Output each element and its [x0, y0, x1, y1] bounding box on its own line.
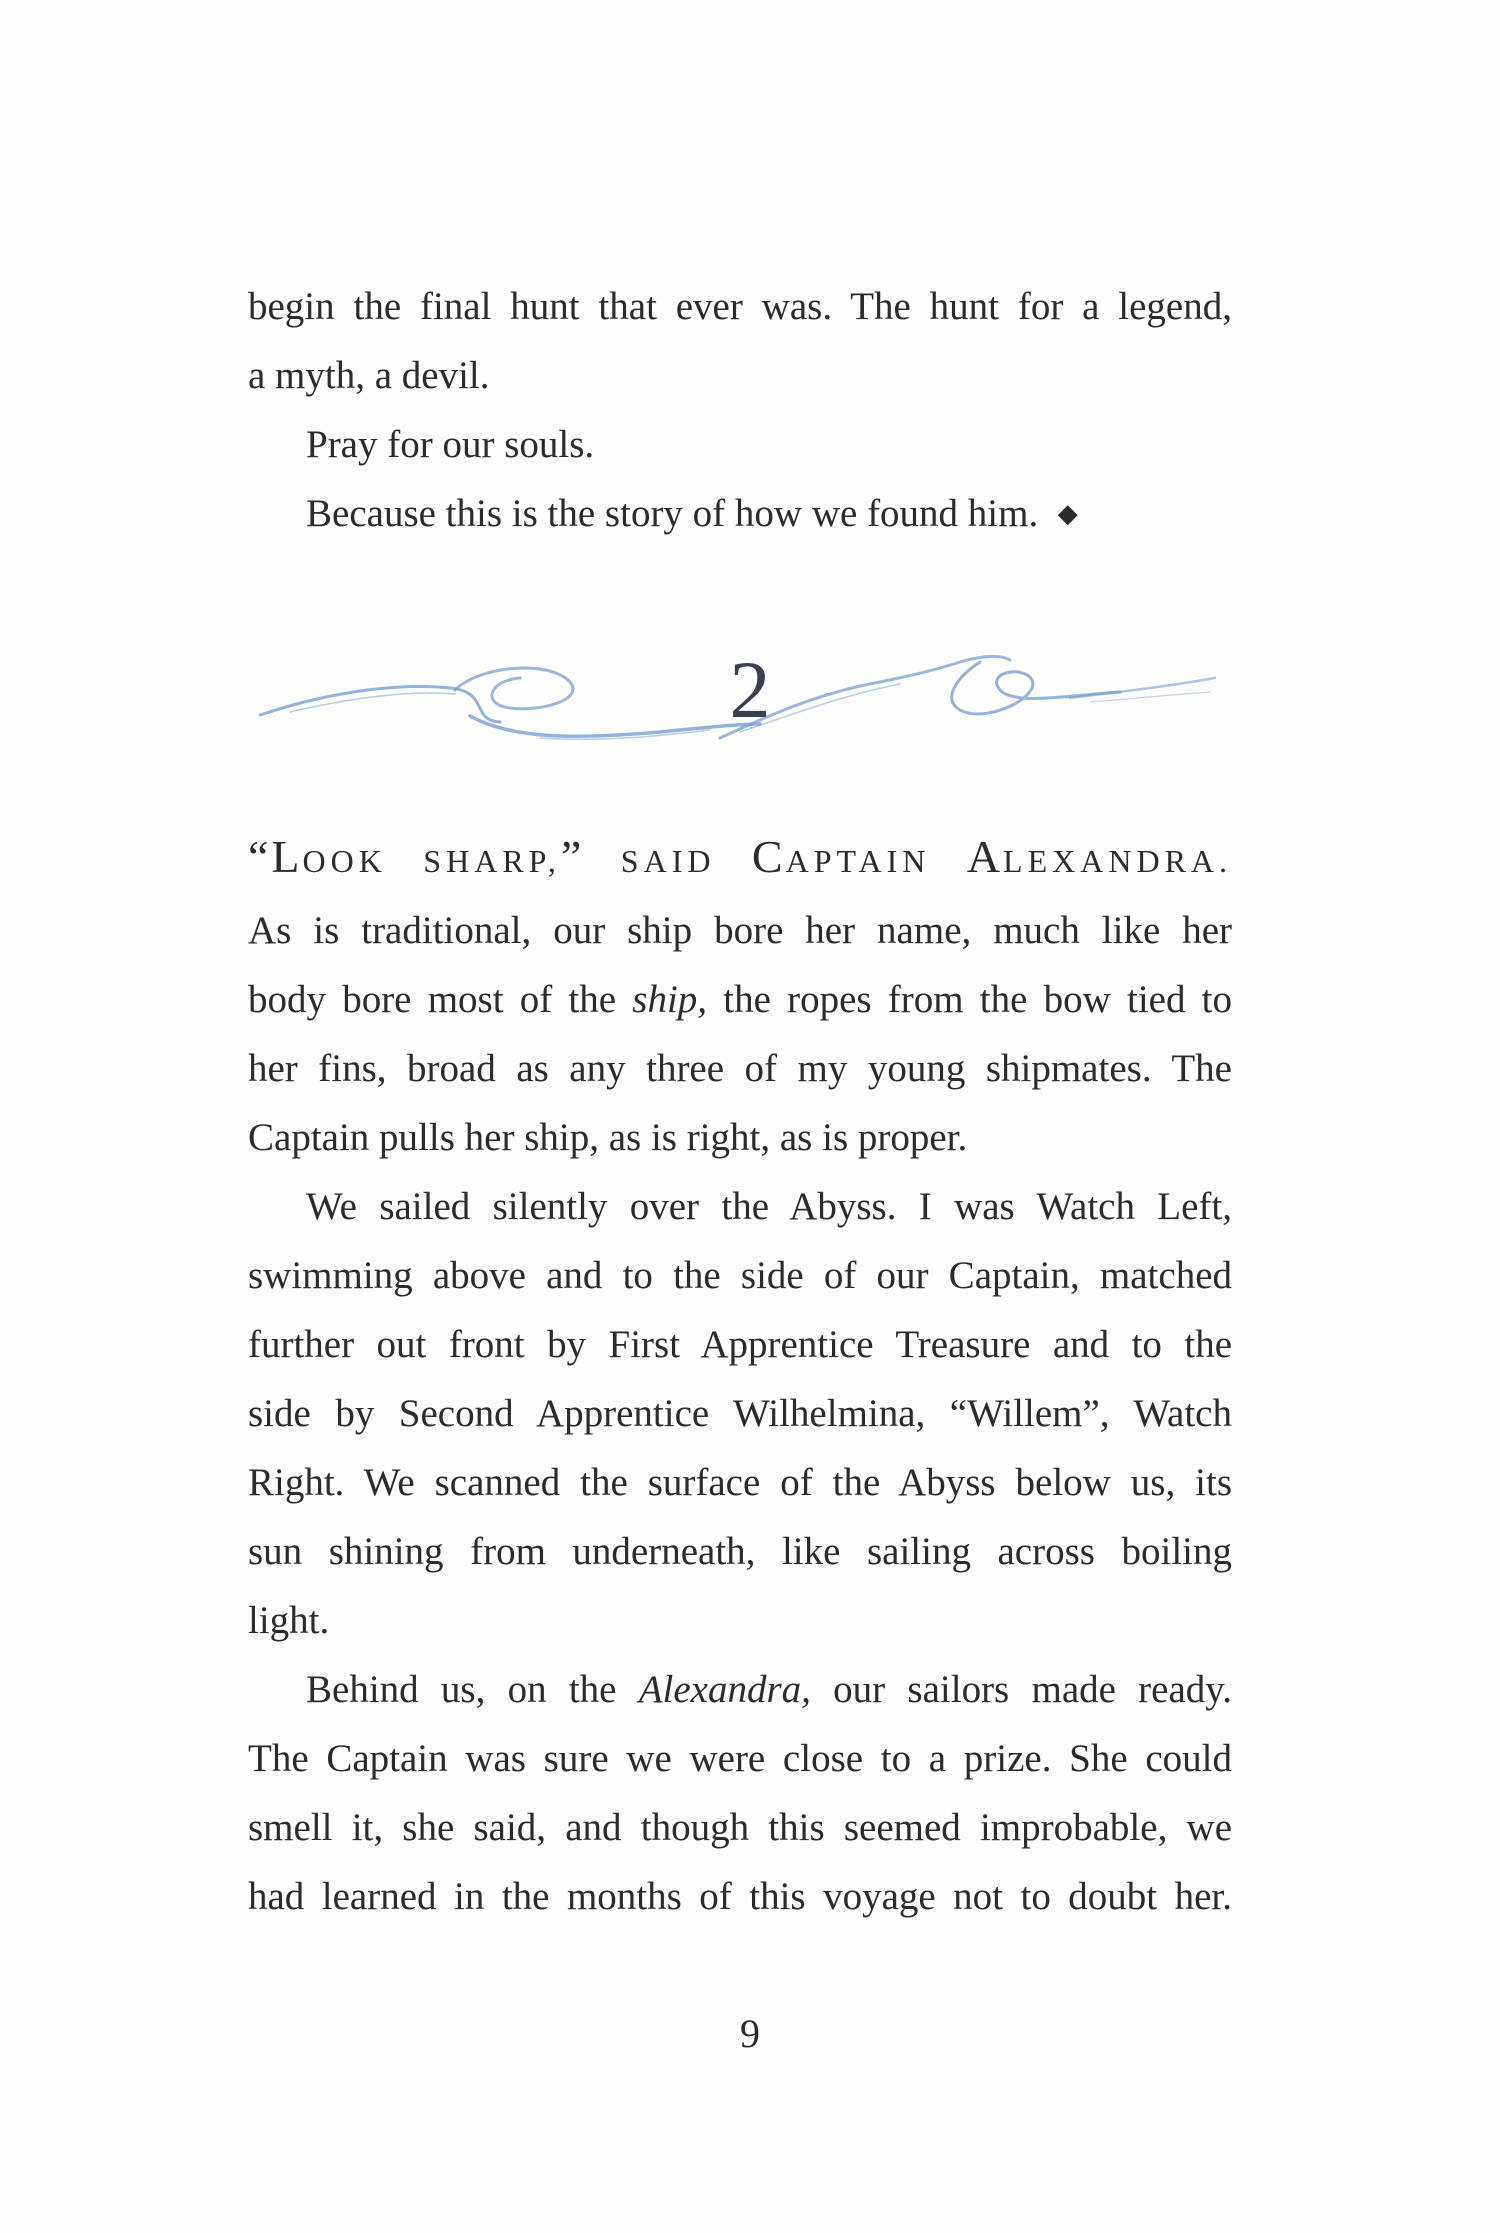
text-line: swimming above and to the side of our Captain, matched — [248, 1254, 1232, 1297]
text-line: further out front by First Apprentice Treasure and to the — [248, 1323, 1232, 1366]
text-line: body bore most of the ship, the ropes from the bow tied to — [248, 978, 1232, 1021]
emphasis-ship: ship, — [632, 978, 708, 1021]
text-line: begin the final hunt that ever was. The hunt for a legend, — [248, 285, 1232, 328]
page-number: 9 — [740, 2011, 760, 2056]
text-line: had learned in the months of this voyage not to doubt her. — [248, 1875, 1232, 1918]
text-line: smell it, she said, and though this seemed improbable, we — [248, 1806, 1232, 1849]
text-block-chapter — [248, 822, 1232, 1931]
paragraph: Because this is the story of how we found him. ◆ — [306, 492, 1078, 535]
text-line: light. — [248, 1599, 330, 1642]
text-line: Right. We scanned the surface of the Abyss below us, its — [248, 1461, 1232, 1504]
text-line: side by Second Apprentice Wilhelmina, “Willem”, Watch — [248, 1392, 1232, 1435]
text-block-top — [248, 272, 1232, 548]
text-line: The Captain was sure we were close to a prize. She could — [248, 1737, 1232, 1780]
text-line: Behind us, on the Alexandra, our sailors made ready. — [306, 1668, 1233, 1711]
text-line: her fins, broad as any three of my young shipmates. The — [248, 1047, 1232, 1090]
chapter-opening-line: “LOOK SHARP,” SAID CAPTAIN ALEXANDRA. — [248, 831, 1233, 882]
chapter-number: 2 — [729, 644, 771, 735]
text-line: sun shining from underneath, like sailing across boiling — [248, 1530, 1232, 1573]
text-line: a myth, a devil. — [248, 354, 490, 397]
section-end-icon: ◆ — [1057, 499, 1078, 528]
text-line: As is traditional, our ship bore her name, much like her — [248, 909, 1232, 952]
ship-name: Alexandra, — [638, 1668, 811, 1711]
text-line: We sailed silently over the Abyss. I was Watch Left, — [306, 1185, 1232, 1228]
text-line: Captain pulls her ship, as is right, as is proper. — [248, 1116, 968, 1159]
paragraph: Pray for our souls. — [306, 423, 595, 466]
